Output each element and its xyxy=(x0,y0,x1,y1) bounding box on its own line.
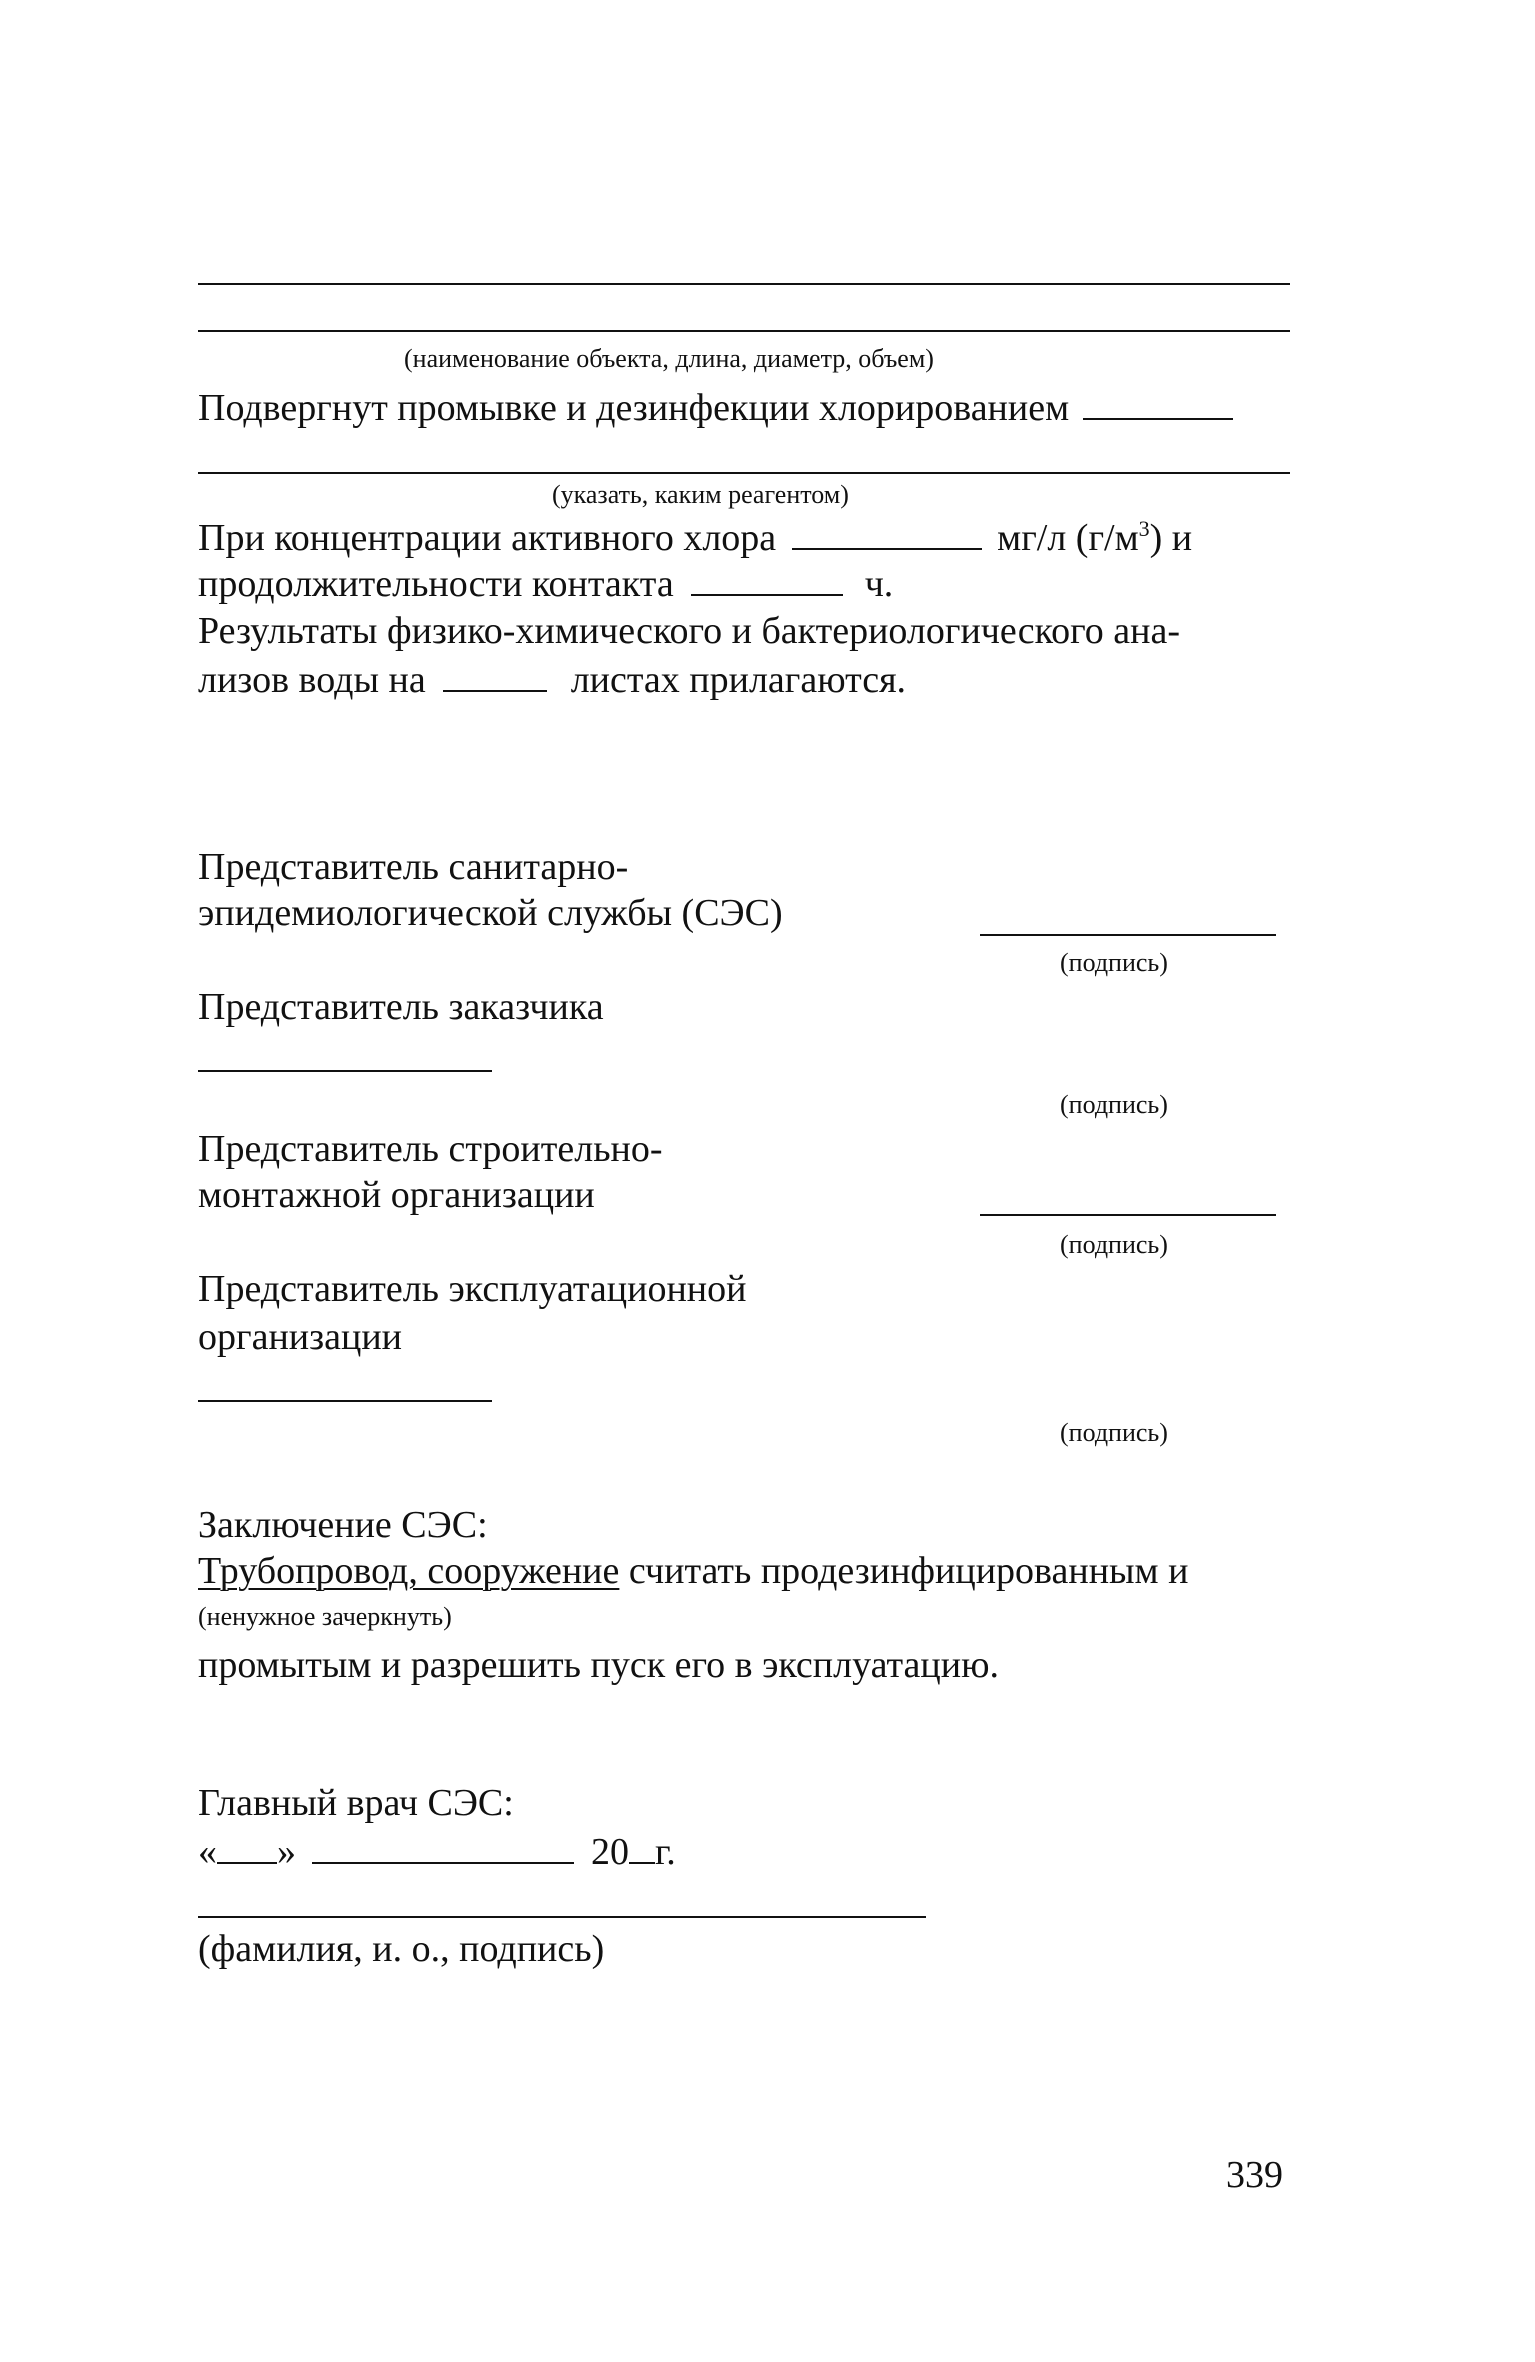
date-line: « » 20 г. xyxy=(198,1831,676,1873)
rep-operation-line-2: организации xyxy=(198,1316,403,1358)
rep-ses-line-1: Представитель санитарно- xyxy=(198,846,629,888)
washing-text xyxy=(198,388,1233,427)
rep-operation-line-1: Представитель эксплуатационной xyxy=(198,1268,747,1310)
rep-construction-line-1: Представитель строительно- xyxy=(198,1128,663,1170)
signature-caption-2: (подпись) xyxy=(1060,1090,1168,1119)
rep-operation-signature-line xyxy=(198,1400,492,1402)
contact-text xyxy=(198,564,893,603)
signature-caption-1: (подпись) xyxy=(1060,948,1168,977)
conclusion-underlined: Трубопровод, сооружение xyxy=(198,1550,620,1592)
rep-ses-line-2: эпидемиологической службы (СЭС) xyxy=(198,892,783,934)
date-month-blank xyxy=(312,1832,574,1864)
washing-label: Подвергнут промывке и дезинфекции хлорированием xyxy=(198,387,1070,429)
results-line-2: лизов воды на листах прилагаются. xyxy=(198,659,907,701)
signature-caption-4: (подпись) xyxy=(1060,1418,1168,1447)
concentration-label: При концентрации активного хлора xyxy=(198,517,777,559)
chief-title: Главный врач СЭС: xyxy=(198,1782,514,1824)
concentration-text xyxy=(198,518,1192,557)
name-signature-line xyxy=(198,1916,926,1918)
conclusion-title: Заключение СЭС: xyxy=(198,1504,488,1546)
rep-construction-line-2: монтажной организации xyxy=(198,1174,595,1216)
results-line-1: Результаты физико-химического и бактериологического ана- xyxy=(198,610,1180,652)
rep-ses-signature-line xyxy=(980,934,1276,936)
rep-customer-signature-line xyxy=(198,1070,492,1072)
conclusion-line-3: промытым и разрешить пуск его в эксплуатацию. xyxy=(198,1644,999,1686)
contact-unit: ч. xyxy=(864,563,894,605)
object-line-2 xyxy=(198,330,1290,332)
concentration-blank xyxy=(792,518,982,550)
object-caption: (наименование объекта, длина, диаметр, объем) xyxy=(404,344,934,373)
name-caption: (фамилия, и. о., подпись) xyxy=(198,1928,605,1970)
washing-blank xyxy=(1083,388,1233,420)
reagent-line xyxy=(198,472,1290,474)
signature-caption-3: (подпись) xyxy=(1060,1230,1168,1259)
object-line-1 xyxy=(198,283,1290,285)
page-number: 339 xyxy=(1226,2154,1283,2196)
rep-construction-signature-line xyxy=(980,1214,1276,1216)
results-blank xyxy=(443,660,547,692)
date-year-blank xyxy=(629,1832,655,1864)
date-day-blank xyxy=(217,1832,277,1864)
reagent-caption: (указать, каким реагентом) xyxy=(552,480,849,509)
conclusion-line-2: Трубопровод, сооружение считать продезинфицированным и xyxy=(198,1550,1189,1592)
strike-note: (ненужное зачеркнуть) xyxy=(198,1602,452,1631)
concentration-units: мг/л $(г/м^3)$ и xyxy=(997,516,1193,559)
rep-customer: Представитель заказчика xyxy=(198,986,604,1028)
contact-blank xyxy=(691,564,843,596)
contact-label: продолжительности контакта xyxy=(198,563,674,605)
